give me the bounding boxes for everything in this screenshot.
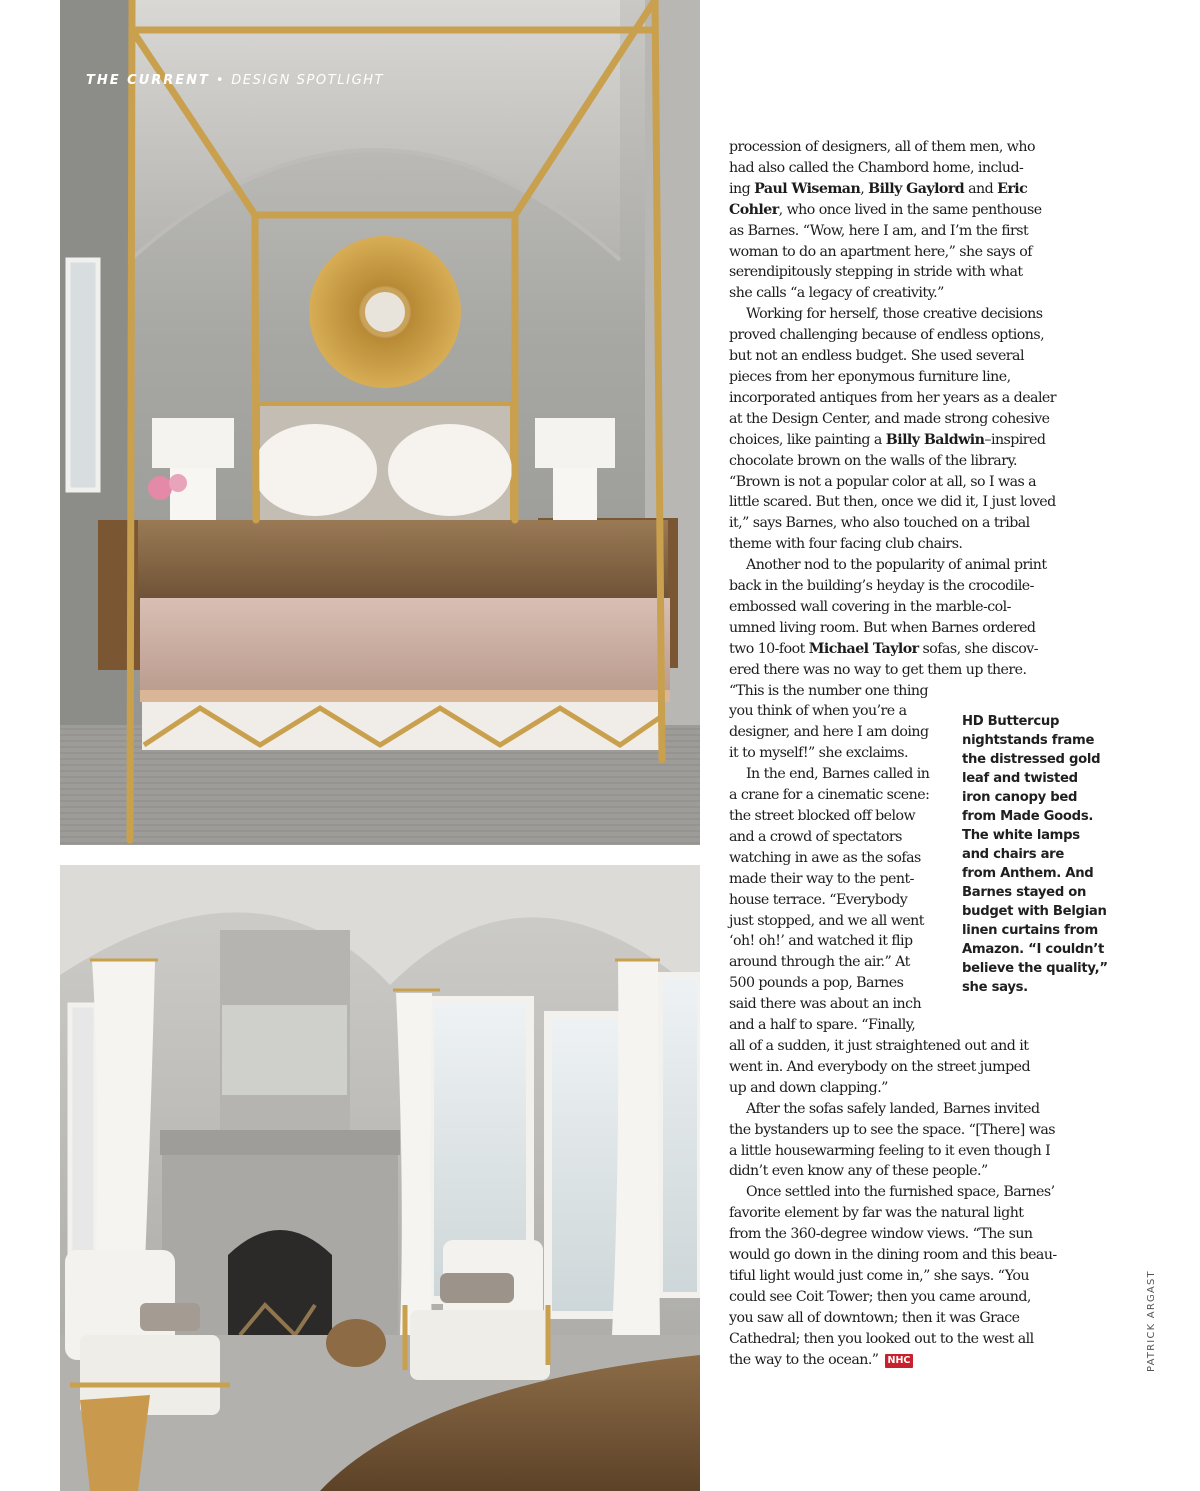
article-text: Once settled into the furnished space, Barnes’ (746, 1184, 1055, 1201)
article-line (729, 221, 1079, 242)
article-line (729, 409, 1079, 430)
article-text: favorite element by far was the natural light (729, 1205, 1024, 1222)
article-line (729, 1099, 1079, 1120)
article-text: watching in awe as the sofas (729, 849, 921, 866)
caption-line: from Made Goods. (962, 809, 1094, 824)
article-text: “Brown is not a popular color at all, so I was a (729, 473, 1037, 490)
article-text: procession of designers, all of them men, who (729, 139, 1035, 155)
article-text: 500 pounds a pop, Barnes (729, 975, 904, 992)
article-text: at the Design Center, and made strong cohesive (729, 410, 1050, 427)
photo-credit: PATRICK ARGAST (1146, 1270, 1157, 1372)
article-line (729, 1120, 1079, 1141)
article-text: the bystanders up to see the space. “[There] was (729, 1121, 1055, 1138)
article-text: Working for herself, those creative decisions (746, 306, 1043, 323)
article-text: and a half to spare. “Finally, (729, 1017, 916, 1034)
article-line (729, 283, 1079, 304)
caption-line: budget with Belgian (962, 904, 1107, 919)
article-text: umned living room. But when Barnes ordered (729, 619, 1036, 636)
designer-name: Eric (997, 180, 1028, 197)
caption-line: she says. (962, 980, 1028, 995)
designer-name: Billy Gaylord (868, 180, 965, 197)
article-text: it,” says Barnes, who also touched on a tribal (729, 515, 1030, 532)
article-text: After the sofas safely landed, Barnes invited (746, 1100, 1040, 1117)
article-text: you think of when you’re a (729, 703, 907, 720)
article-text: proved challenging because of endless options, (729, 327, 1045, 344)
article-line (729, 1329, 1079, 1350)
caption-line: nightstands frame (962, 733, 1095, 748)
article-text: all of a sudden, it just straightened out and it (729, 1037, 1029, 1054)
article-line (729, 1350, 1079, 1371)
article-line (729, 451, 1079, 472)
article-text: serendipitously stepping in stride with what (729, 264, 1023, 281)
article-text: could see Coit Tower; then you came around, (729, 1288, 1031, 1305)
article-line (729, 430, 1079, 451)
article-text: went in. And everybody on the street jumped (729, 1058, 1030, 1075)
article-text: the way to the ocean.” (729, 1351, 879, 1368)
designer-name: Paul Wiseman (754, 180, 861, 197)
photo-caption (962, 712, 1112, 997)
article-line (729, 179, 1079, 200)
article-line (729, 262, 1079, 283)
article-line (729, 1224, 1079, 1245)
bedroom-photo-illustration (60, 0, 700, 845)
section-name: THE CURRENT (86, 73, 210, 88)
article-text: two 10-foot (729, 640, 809, 657)
article-line (729, 1182, 1079, 1203)
article-text: a crane for a cinematic scene: (729, 787, 930, 804)
article-line (729, 597, 1079, 618)
article-line (729, 1036, 1079, 1057)
article-text: theme with four facing club chairs. (729, 536, 963, 553)
caption-line: linen curtains from (962, 923, 1098, 938)
article-text: said there was about an inch (729, 996, 922, 1013)
article-line (729, 200, 1079, 221)
article-text: choices, like painting a (729, 431, 886, 448)
article-text: little scared. But then, once we did it, I just loved (729, 494, 1056, 511)
article-line (729, 1203, 1079, 1224)
article-line (729, 555, 1079, 576)
caption-line: leaf and twisted (962, 771, 1078, 786)
article-text: up and down clapping.” (729, 1079, 888, 1096)
article-text: sofas, she discov- (918, 640, 1038, 657)
section-separator: • (215, 73, 226, 88)
article-text: chocolate brown on the walls of the library. (729, 452, 1017, 469)
article-text: Another nod to the popularity of animal print (746, 557, 1047, 574)
article-line (729, 1161, 1079, 1182)
caption-line: Barnes stayed on (962, 885, 1087, 900)
article-line (729, 513, 1079, 534)
article-text: you saw all of downtown; then it was Grace (729, 1309, 1020, 1326)
sitting-room-photo-illustration (60, 865, 700, 1491)
caption-line: The white lamps (962, 828, 1080, 843)
caption-line: the distressed gold (962, 752, 1101, 767)
article-line (729, 1141, 1079, 1162)
article-text: house terrace. “Everybody (729, 891, 908, 908)
article-line (729, 137, 1079, 158)
nhc-logo-icon: NHC (885, 1354, 914, 1368)
article-line (729, 1287, 1079, 1308)
caption-line: believe the quality,” (962, 961, 1108, 976)
article-line (729, 1308, 1079, 1329)
article-line (729, 994, 1079, 1015)
article-text: made their way to the pent- (729, 870, 914, 887)
article-line (729, 346, 1079, 367)
designer-name: Michael Taylor (808, 640, 919, 657)
article-line (729, 1015, 1079, 1036)
article-text: “This is the number one thing (729, 682, 928, 699)
article-line (729, 576, 1079, 597)
article-text: –inspired (984, 431, 1046, 448)
article-text: back in the building’s heyday is the crocodile- (729, 578, 1034, 595)
article-line (729, 304, 1079, 325)
article-line (729, 618, 1079, 639)
article-line (729, 534, 1079, 555)
article-text: ing (729, 180, 755, 197)
article-text: , who once lived in the same penthouse (778, 201, 1042, 218)
caption-line: from Anthem. And (962, 866, 1094, 881)
article-line (729, 492, 1079, 513)
article-line (729, 367, 1079, 388)
caption-line: HD Buttercup (962, 714, 1060, 729)
article-text: a little housewarming feeling to it even though I (729, 1142, 1051, 1159)
article-line (729, 158, 1079, 179)
caption-line: Amazon. “I couldn’t (962, 942, 1104, 957)
article-line (729, 1245, 1079, 1266)
article-line (729, 1266, 1079, 1287)
article-text: but not an endless budget. She used several (729, 348, 1024, 365)
designer-name: Billy Baldwin (885, 431, 985, 448)
article-line (729, 325, 1079, 346)
article-text: as Barnes. “Wow, here I am, and I’m the first (729, 222, 1029, 239)
article-text: ‘oh! oh!’ and watched it flip (729, 933, 913, 950)
article-text: around through the air.” At (729, 954, 910, 971)
article-text: didn’t even know any of these people.” (729, 1163, 988, 1180)
article-text: Cathedral; then you looked out to the west all (729, 1330, 1034, 1347)
article-text: she calls “a legacy of creativity.” (729, 285, 944, 302)
sitting-room-photo (60, 865, 700, 1491)
article-line (729, 639, 1079, 660)
subsection-name: DESIGN SPOTLIGHT (231, 73, 385, 88)
article-text: the street blocked off below (729, 808, 916, 824)
article-text: incorporated antiques from her years as a dealer (729, 389, 1057, 406)
article-text: pieces from her eponymous furniture line, (729, 368, 1011, 385)
running-head (86, 73, 384, 88)
article-text: embossed wall covering in the marble-col- (729, 598, 1011, 615)
article-line (729, 388, 1079, 409)
article-text: woman to do an apartment here,” she says of (729, 243, 1032, 260)
article-line (729, 472, 1079, 493)
article-text: designer, and here I am doing (729, 724, 929, 741)
article-text: would go down in the dining room and this beau- (729, 1247, 1057, 1264)
article-line (729, 660, 1079, 681)
caption-line: and chairs are (962, 847, 1065, 862)
caption-line: iron canopy bed (962, 790, 1078, 805)
article-text: just stopped, and we all went (729, 912, 924, 929)
article-text: from the 360-degree window views. “The sun (729, 1226, 1033, 1243)
article-text: and a crowd of spectators (729, 828, 902, 845)
article-line (729, 1057, 1079, 1078)
designer-name: Cohler (729, 201, 779, 218)
article-text: In the end, Barnes called in (746, 766, 930, 783)
article-text: it to myself!” she exclaims. (729, 745, 908, 762)
article-text: ered there was no way to get them up there. (729, 661, 1027, 678)
article-text: tiful light would just come in,” she says. “You (729, 1267, 1029, 1284)
bedroom-photo (60, 0, 700, 845)
article-text: , (860, 180, 869, 197)
article-line (729, 242, 1079, 263)
article-text: and (964, 180, 998, 197)
article-line (729, 1078, 1079, 1099)
article-line (729, 681, 1079, 702)
article-text: had also called the Chambord home, includ- (729, 159, 1024, 176)
